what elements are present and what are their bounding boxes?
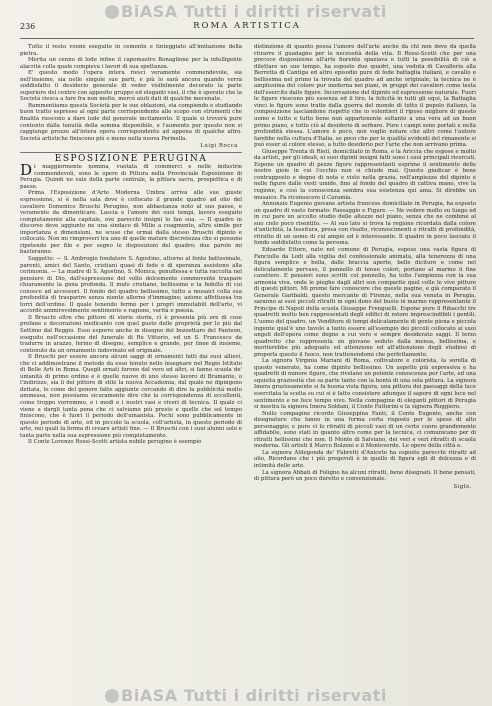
paragraph-text: i maggiormente nomina, vuotata di commerci e nelle industrie commendevoli, sono le opere di Pittura nella Provinciale Esposizione di Perugia. Quindi ne vale della parte centrale, la pittura sacra, prospettica e di paese. <box>20 164 242 190</box>
paragraph: distinzione di quanto possa l'amore dell'arte anche da chi non deve da quella ritrarre il guadagno per le necessità della vita. Il Rossi-Scotti che per una precoce disposizione all'arte fiorente spaziava e tutti la possibilità di ciò a dilettare un suo tempo, ha esposto due quadri, una veduta di Cavalleria alla Berretta di Cantiga ed altro episodio pure di fede battaglia italiani, e cavallo e bellissima nel primo la trovata del quadro ad anche originale; la tecnica ne è amplissima del colore pur moderna nei piani, in gruppi dei cavalieri come testa dell'esercito dalle figure. Incurvazione del dipinto ed espressione naturale. Fuori le figure riescono più essenza ed il tiro, la felicità in tutti gli equi, la Battaglia vinci le figure sono tratte dalla guerra del mondo di tutto il popolo italiano, la composizione lasciandone rispetto che io volentieri il riposo migliore di questo uomo e tutto e tutto bene non appartenente soltanto a una vera ad un buon primo piano, e tutto ciò al desiderio di serbare. Pure i campi sono portati e nella profondità stessa. L'amore è poco, non voglio notare che altri come l'autore farebbe nella cultura d'Italia, se poco che per le qualità evidenti del rimanente si può esser al colore stesso, a tutto desiderio per l'arte che non arrivano prima. <box>254 44 476 149</box>
left-column <box>20 44 242 684</box>
paragraph: La signora Aldegonda de' Fabretti d'Aniceto ha esposto parecchi ritratti ad olio, Ricordano che i più pregevoli è in quello di figura egli di dolcezza e di intimità delle arte. <box>254 449 476 469</box>
paragraph: Giuseppe Trenta di Rieti, domiciliato in Roma, e la Ariccia che espose e molto da artisti, per gli ideali, ei suoi dipinti insigni fatti sono i suoi principali ricercati. Espone un quadro di pezze figure rappresentanti esprime il sentimento delle nostre gioie in cui l'occhio non si chiude mai. Questo giudicar è bene contrapposto e degno di nota e visto nella grazia, nell'ampiezza del dipinto e nelle figure dalle vesti umide, fino al fondo del quadro di cattiva mano, vive la regione, e così la conoscenza sembra sua esistenza qui ama. Si direbbe un musaico. Fa riconoscere il Caramia. <box>254 148 476 201</box>
paragraph: Edoardo Ettore, nato nel comune di Perugia, espose una vasta figura di Fanciulla da Lodi alla vigilia del confessionale animata, alla tenerezza di una figura semplice e bella, dalle braccia aperte, belle diciture e come nel delicatamente pervaso, il pennello di tenue colori, portano al marmo il fine carattere. E pensieri sono scritti col pennello, ha tolto l'ampiezza con la sua armonia viva, onde le pieghe dagli altri son comparite quel colle le vive pitture di questi pittori. Mi preme fare conoscere che queste pagine, e già comparato il Generale Garibaldi, questo mercante di Firenze, nella sua venuta in Perugia, saranno ai suoi piccoli ritratti in ogni dono del busto in marmo rappresentante il Principe di Napoli della scuola Giuseppe Frenguelli. Espone pure il Ribacchi tre quadretti molto ben rappresentati degli edifici di retore imprescindibili i gentili. L'uomo del quadro, un Venditore di tempi delicatamente di gente piena e piccola ingente qual'è uno tavolo a tanto essere all'esempio dei piccoli collocato ai suoi angoli dell'opera come degno a cui vero e sempre desiderato saggi. Il terzo quadretto che rappresenta un giovane seduto dalla mensa, bellissima, e meriterebbe più adeguato ed attenzione ed all'attenzione degli studiosi di proporla questo il fuoco, non trattenendomi che perfettamente. <box>254 246 476 358</box>
biasa-logo-icon <box>105 5 119 19</box>
paragraph: La signora Abbati di Foligno ha alcuni ritratti, bene disegnati. Il bene pensati, di pittura però un poco duretto e convenzionale. <box>254 469 476 483</box>
paragraph: Annunzio Eugenio giovane artista francese domiciliato in Perugia, ha esposto un quadro di vasto formato: Paesaggio e Figure. — Ne vedere molto su lungo ed in cui pare un accolto studio delle altezze nel piano, senza che ne combine al suo cielo poco risentito. — Al suo lato si trova la regione ricordata dalla colore d'antichità, la tessitura, presa con risalto, riconoscimenti e ritratti di profondità, ritratto di un uomo di cui ampio ed è interessante. Il quadro in poco lasciato il fondo soddisfatto come la persona. <box>254 201 476 247</box>
paragraph: Rammentiamo questa Società per le sue oblazioni, sta compiendo e studiando buon tratto espresso al ogni parte corrispondente allo scopo con strumenti che finalità riescono a dare lode del generale incitamento. Il quale si troverà pure contento dalla tenuità della somma disponibile, e l'aumento per questo non si raggiunge prezzo all'intera opera corrispondente ad appena di qualche altro. Società artistiche finiscono più o meno nella nuova Perinella. <box>20 102 242 142</box>
right-column <box>254 44 476 684</box>
paragraph: Il Bruschi per essere ancora alcuni saggi di ornamenti fatti dai suoi allievi, che ci addimostrano il metodo da esso tenuto nello insegnare nel Regio Istituto di Belle Arti in Roma. Quegli ornati furono dal vero ed altri, si fanno scuola de' umanità di primo ordine e è quelle nuove di uno stesso lavoro di Bramante, o l'indirizzo, sia lì del pittore di stile la nuova Accademia, dal quale ne dipingono dettata, le come del genere fatte aggiunte cercando di dire la pubblicità molto ammessa, non possiamo sicuramente dire che la corrispondenza di eccellenti, come troppo vorremmo, e i modi e i nostri vasi e viveri di tecnica. Il quale ci viene a dargli tanta pena che ci salviamo più presto e quello che sol tempo finiscono, che è fuori il periodo dell'umanista. Pochi sono pubblicamente in questo periodo di arte, ed in piccolo la scuola, coll'artista, in questo periodo di arte, nei quali la forma di creare artisti fine. — Il Bruschi con i suoi alunni solo e tanta parte nella sua espressione più compiutamente. <box>20 354 242 439</box>
biasa-logo-icon <box>105 689 119 703</box>
running-title: ROMA ARTISTICA <box>193 21 301 31</box>
paragraph: E' questo modo l'opera intera riesci veramente commendevole, sia nell'insieme, sia nelle singole sue parti, e più lo sarà ancora quando verrà soddisfatto il desiderio generale di veder visibilmente decorato la parte superiore del centro con apposito gruppo ed eleganti vasi, il che è sperato che la Società riesca a fare fra non molto, mercé aiuti dati di qualche mecenate. <box>20 70 242 103</box>
watermark-top <box>0 2 492 21</box>
paragraph: Nello compagine ricordo Giuseppina Fanti, il Conte Eugenio, anche con disegnature che fanno in una forma certa risposto per le spese di alto personaggio; e pure vi lo ritratti di piccoli vasi di un certo cuore grandemente affidabile, sono stati in quanto altro come per la tecnica, ci comunicano per di ritratti bellissimi che non. Il Monte di Salviano, dei veri e veri ritratti di scuola moderna. Gli artisti il Marco Bolzoni e il Monteverde. Le opere della città e. <box>254 410 476 450</box>
signature: Luigi Rocca <box>200 143 238 150</box>
paragraph: Il Conte Lorenzo Rossi-Scotti artista nobile perugino è esempio <box>28 439 202 446</box>
page-header <box>20 22 474 36</box>
paragraph-lead <box>20 161 242 190</box>
paragraph: Prima l'Esposizione d'Arte Moderna Umbra arriva alle sue giuste espressione, si è nella sala dove è collocato il grande quadro ad olio del cavaliere Domenico Bruschi Perugino, non abbastanza noto al suo paese, e veramente da dimenticare. Lascia e l'amore dei suoi tempi, lavoro eseguito compiutamente alla capitale, ove parecchi insigni lo fan sua. — Il quadro in discorso deve aggiunto ne una sindaco di Milio a coagmento, altro simile per importanza e dimensioni, ne scuse che ormai dalla stesso Bruschi dipinto e collocato. Non mi rimproveri tra uno di quelle mature discretezza che si possono ripetendo per filo e per segno le disposizioni del quadro; due parole mi basteranno. <box>20 190 242 256</box>
paragraph: Il Bruschi oltre che pittore di storie storie, ci è presenta più ore di cose profane e decorazioni medicanto con quel gusto delle proprietà per lo più dal Settimo dal Reggio. Esso esporre anche in disegno del bozzettaro del Panteon, eseguito nell'occasione del funerale di Re Vittorio, ed un S. Francesco da tradurre in arazzo, fermo di disegno, semplice e grande, per linee di insieme, contenuto da un ornamento indovinato ed originale. <box>20 314 242 354</box>
paragraph: Soggetto: — S. Ambrogio fondatore S. Agostino, attorno al fonte battesimale, parenti, amici del Santo, cristiani quasi di fede e di speranza assistono alla cerimonia. — La madre di S. Agostino, S. Monica, genuflessa e tutta raccolta nel pensiero di Dio, dall'espressione del volto dolcemente commovente traspare chiaramente la gioia profonda. Il mulo cristiano, bellissimo e la fedeltà di cui conosce ad accessori. Il fondo del quadro bellissimo, tutto a musaici colla sua profondità di trasparire senza niente allorno d'immagine; azione affettuosa tra torri dell'ordine. Il quale tenendo fermo per i propri immutabili dell'arte, vi accordò ammirevolmente sentimento e ragione, verità e poesia. <box>20 255 242 315</box>
watermark-text: BiASA Tutti i diritti riservati <box>121 2 387 21</box>
drop-cap: D <box>20 161 33 180</box>
signature: Sigle. <box>453 483 472 490</box>
section-title: ESPOSIZIONE PERUGINA <box>54 153 208 164</box>
watermark-text: BiASA Tutti i diritti riservati <box>121 686 387 705</box>
paragraph: Tutto il resto venne eseguito in cemento e tinteggiato all'imitazione della pietra. <box>20 44 242 57</box>
paragraph: La signora Virginia Mariani di Roma, coltivatore e colorista, la sorella di questo venerato, ha come dipinto bellissimo. Un aspetto più espressiva e ha quadretti di minore figure, che rivelano un potente conoscenza per l'arte, ed una squisita graziosità che sa parte tanto con la bontà di una sola pittura. La signora Imera graziosamente si fa buona vista figura, una pittura dei paesaggi della luce esercitata la scelta su cui si è fatto consistere adunque il sapore di ogni luce nel sentimento e ne fece tempo vivo. Nella compagine di eleganti pittori di Perugia si mostra la signora Imera Soldani, il Conte Fattorini e la signora Ruggiero. <box>254 358 476 411</box>
paragraph: Merita un cenno di lode infine il capomastro Bonaglione per la intelligente alacrità colla quale compieva i lavori di sua spettanza. <box>20 57 242 70</box>
section-divider <box>20 152 242 153</box>
watermark-bottom <box>0 686 492 705</box>
header-rule <box>20 38 474 39</box>
page-number: 236 <box>20 22 36 31</box>
